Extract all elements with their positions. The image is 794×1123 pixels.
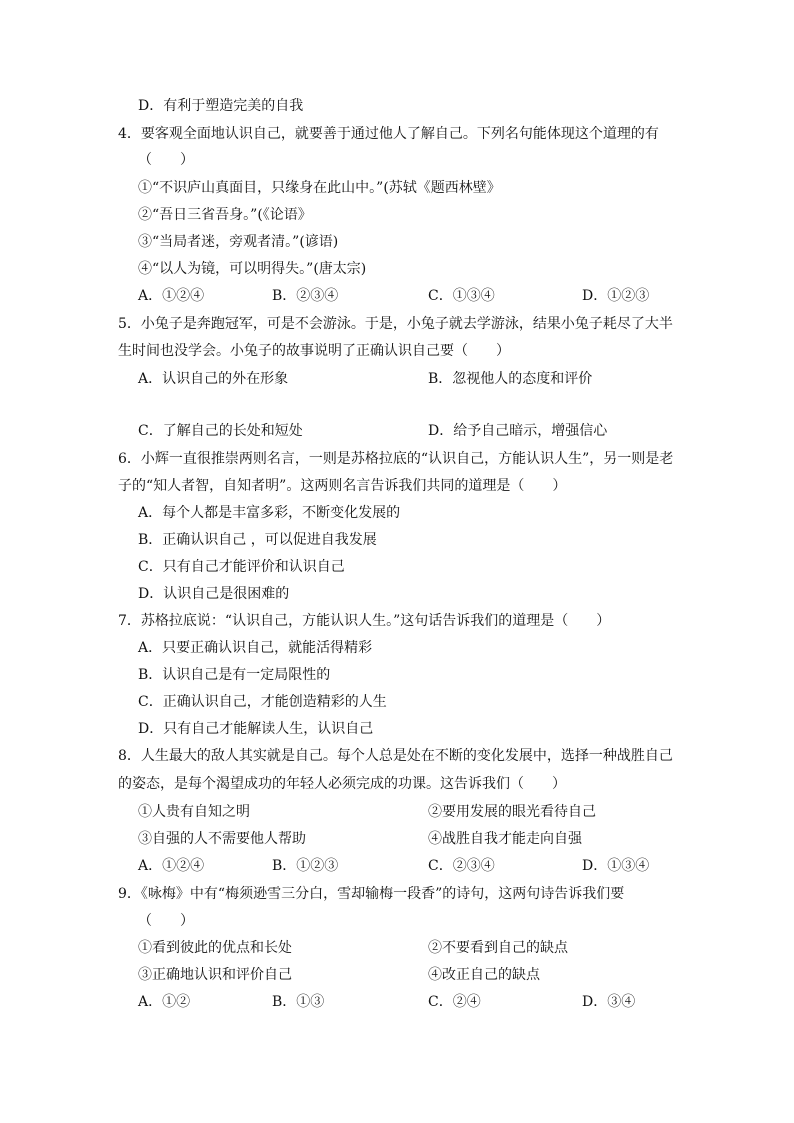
q9-option-a[interactable]: A．①② <box>138 994 191 1010</box>
q9-item-3: ③正确地认识和评价自己 <box>138 967 292 983</box>
q6-option-d[interactable]: D．认识自己是很困难的 <box>138 586 290 602</box>
q6-option-a[interactable]: A．每个人都是丰富多彩，不断变化发展的 <box>138 505 401 521</box>
q9-stem: 9．《咏梅》中有“梅须逊雪三分白，雪却输梅一段香”的诗句，这两句诗告诉我们要 <box>118 886 625 902</box>
q4-option-a[interactable]: A．①②④ <box>138 288 205 304</box>
q4-item-1: ①“不识庐山真面目，只缘身在此山中。”(苏轼《题西林壁》 <box>138 180 501 196</box>
q8-option-d[interactable]: D．①③④ <box>582 858 650 874</box>
q8-stem-cont: 的姿态，是每个渴望成功的年轻人必须完成的功课。这告诉我们（ ） <box>118 776 566 792</box>
q8-item-2: ②要用发展的眼光看待自己 <box>428 804 596 820</box>
q8-item-1: ①人贵有自知之明 <box>138 804 250 820</box>
q9-option-c[interactable]: C．②④ <box>428 994 481 1010</box>
q8-option-a[interactable]: A．①②④ <box>138 858 205 874</box>
q4-blank: （ ） <box>138 152 194 168</box>
q6-option-c[interactable]: C．只有自己才能评价和认识自己 <box>138 559 345 575</box>
q5-option-b[interactable]: B．忽视他人的态度和评价 <box>428 371 593 387</box>
q5-option-c[interactable]: C．了解自己的长处和短处 <box>138 423 303 439</box>
q7-option-a[interactable]: A．只要正确认识自己，就能活得精彩 <box>138 640 373 656</box>
q7-option-b[interactable]: B．认识自己是有一定局限性的 <box>138 667 331 683</box>
q7-option-d[interactable]: D．只有自己才能解读人生，认识自己 <box>138 721 374 737</box>
q3-option-d: D．有利于塑造完美的自我 <box>138 98 304 114</box>
q7-option-c[interactable]: C．正确认识自己，才能创造精彩的人生 <box>138 694 387 710</box>
q8-option-b[interactable]: B．①②③ <box>272 858 339 874</box>
q4-item-3: ③“当局者迷，旁观者清。”(谚语) <box>138 234 339 250</box>
q8-item-4: ④战胜自我才能走向自强 <box>428 831 582 847</box>
q5-stem-cont: 生时间也没学会。小兔子的故事说明了正确认识自己要（ ） <box>118 343 510 359</box>
q5-option-a[interactable]: A．认识自己的外在形象 <box>138 371 289 387</box>
q9-blank: （ ） <box>138 913 194 929</box>
q8-stem: 8．人生最大的敌人其实就是自己。每个人总是处在不断的变化发展中，选择一种战胜自己 <box>118 748 673 764</box>
q4-option-c[interactable]: C．①③④ <box>428 288 495 304</box>
q9-option-b[interactable]: B．①③ <box>272 994 325 1010</box>
q8-item-3: ③自强的人不需要他人帮助 <box>138 831 306 847</box>
q6-stem: 6．小辉一直很推崇两则名言，一则是苏格拉底的“认识自己，方能认识人生”，另一则是老 <box>118 451 674 467</box>
q4-item-4: ④“以人为镜，可以明得失。”(唐太宗) <box>138 261 367 277</box>
q6-stem-cont: 子的“知人者智，自知者明”。这两则名言告诉我们共同的道理是（ ） <box>118 478 567 494</box>
q7-stem: 7．苏格拉底说：“认识自己，方能认识人生。”这句话告诉我们的道理是（ ） <box>118 613 611 629</box>
q9-option-d[interactable]: D．③④ <box>582 994 636 1010</box>
q5-stem: 5．小兔子是奔跑冠军，可是不会游泳。于是，小兔子就去学游泳，结果小兔子耗尽了大半 <box>118 316 673 332</box>
q4-item-2: ②“吾日三省吾身。”(《论语》 <box>138 207 312 223</box>
q9-item-4: ④改正自己的缺点 <box>428 967 540 983</box>
q6-option-b[interactable]: B．正确认识自己 ，可以促进自我发展 <box>138 532 377 548</box>
q4-option-d[interactable]: D．①②③ <box>582 288 650 304</box>
q9-item-1: ①看到彼此的优点和长处 <box>138 940 292 956</box>
q4-stem: 4．要客观全面地认识自己，就要善于通过他人了解自己。下列名句能体现这个道理的有 <box>118 126 659 142</box>
q4-option-b[interactable]: B．②③④ <box>272 288 339 304</box>
q8-option-c[interactable]: C．②③④ <box>428 858 495 874</box>
q9-item-2: ②不要看到自己的缺点 <box>428 940 568 956</box>
q5-option-d[interactable]: D．给予自己暗示，增强信心 <box>428 423 608 439</box>
